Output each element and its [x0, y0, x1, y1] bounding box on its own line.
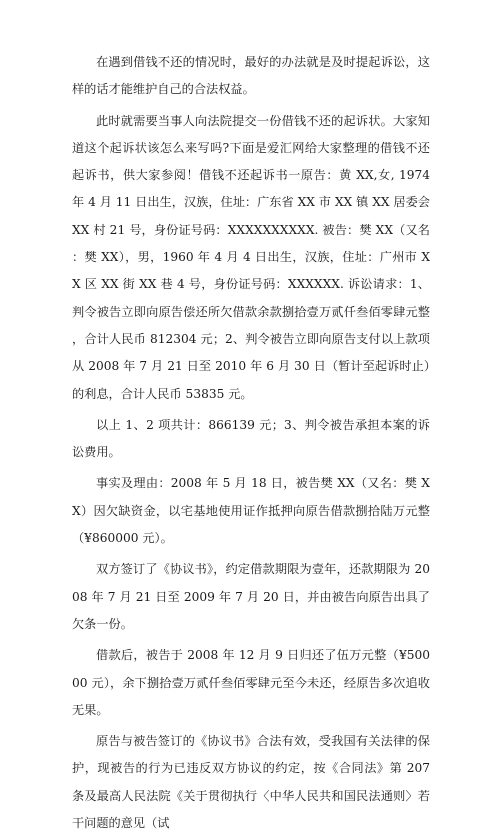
- paragraph-agreement: 双方签订了《协议书》，约定借款期限为壹年，还款期限为 2008 年 7 月 21 日至 2009 年 7 月 20 日，并由被告向原告出具了欠条一份。: [72, 562, 430, 631]
- paragraph-intro: 在遇到借钱不还的情况时，最好的办法就是及时提起诉讼，这样的话才能维护自己的合法权益。: [72, 55, 430, 97]
- document-body: [72, 49, 430, 837]
- paragraph-repayment: 借款后，被告于 2008 年 12 月 9 日归还了伍万元整（¥50000 元），余下捌拾壹万贰仟叁佰零肆元至今未还，经原告多次追收无果。: [72, 648, 430, 717]
- paragraph-legal-basis: 原告与被告签订的《协议书》合法有效，受我国有关法律的保护，现被告的行为已违反双方协议的约定，按《合同法》第 207 条及最高人民法院《关于贯彻执行〈中华人民共和国民法通则〉若干问题的意见（试: [72, 734, 430, 831]
- paragraph-facts: 事实及理由：2008 年 5 月 18 日，被告樊 XX（又名：樊 XX）因欠缺资金，以宅基地使用证作抵押向原告借款捌拾陆万元整（¥860000 元）。: [72, 476, 430, 546]
- paragraph-total-claims: 以上 1、2 项共计：866139 元；3、判令被告承担本案的诉讼费用。: [72, 417, 430, 460]
- paragraph-complaint: 此时就需要当事人向法院提交一份借钱不还的起诉状。大家知道这个起诉状该怎么来写吗?下面是爱汇网给大家整理的借钱不还起诉书，供大家参阅！借钱不还起诉书一原告：黄 XX,女, 1974 年 4 月 11 日出生，汉族，住址：广东省 XX 市 XX 镇 XX 居委会 XX 村 21 号，身份证号码：XXXXXXXXXX. 被告：樊 XX（又名：樊 XX），男，1960 年 4 月 4 日出生，汉族，住址：广州市 XX 区 XX 街 XX 巷 4 号，身份证号码：XXXXXX. 诉讼请求：1、判令被告立即向原告偿还所欠借款余款捌拾壹万贰仟叁佰零肆元整，合计人民币 812304 元；2、判令被告立即向原告支付以上款项从 2008 年 7 月 21 日至 2010 年 6 月 30 日（暂计至起诉时止）的利息，合计人民币 53835 元。: [72, 113, 430, 401]
